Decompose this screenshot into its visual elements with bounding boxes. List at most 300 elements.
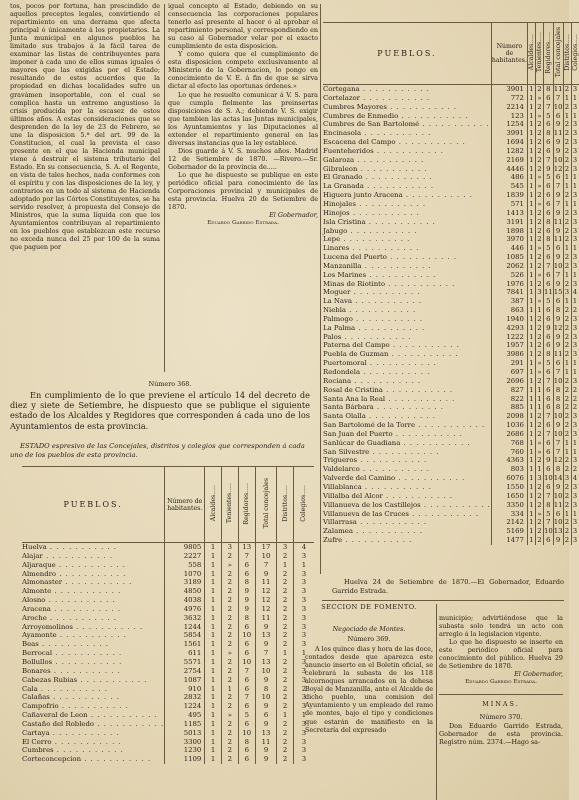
minas-rule (439, 694, 563, 695)
tenientes-cell: » (537, 173, 542, 182)
colegios-cell: 2 (572, 394, 578, 403)
pueblo-name: Cortelazor . . . . . . . . . . . (323, 93, 431, 102)
table-row (323, 120, 579, 129)
tenientes-cell: » (537, 368, 542, 376)
total-cell: 9 (553, 147, 563, 156)
tenientes-cell: 2 (221, 755, 238, 764)
regidores-cell: 6 (543, 465, 553, 474)
alcaldes-cell: 1 (205, 605, 222, 614)
pueblo-name: Lucena del Puerto . . . . . . . . . . . (323, 253, 458, 262)
table-row (323, 288, 579, 297)
total-cell: 9 (553, 209, 563, 218)
regidores-cell: 6 (238, 561, 255, 570)
colegios-cell: 3 (572, 518, 578, 527)
pueblo-label: Campofrio (22, 702, 59, 711)
tenientes-cell: 1 (537, 403, 542, 412)
regidores-cell: 9 (543, 165, 553, 174)
pueblo-label: Cumbres (22, 746, 54, 755)
regidores-cell: 8 (238, 578, 255, 587)
pueblo-name: Cortegana . . . . . . . . . . . (323, 85, 430, 93)
alcaldes-cell: 1 (529, 164, 534, 173)
alcaldes-cell: 1 (529, 474, 534, 483)
tenientes-cell: » (537, 111, 542, 120)
distritos-cell: 2 (277, 552, 294, 561)
pueblo-name: Calañas . . . . . . . . . . . (22, 693, 120, 702)
pueblo-name: Puebla de Guzman . . . . . . . . . . . (323, 350, 459, 359)
regidores-cell: 6 (543, 253, 553, 262)
colegios-cell: 3 (572, 235, 578, 244)
total-cell: 10 (553, 491, 563, 500)
table-row (323, 191, 579, 200)
pueblo-label: Palos (323, 332, 342, 341)
regidores-cell: 6 (543, 94, 553, 103)
habitantes-cell: 4976 (165, 605, 205, 614)
table-row (323, 492, 579, 501)
alcaldes-cell: 1 (205, 658, 222, 667)
decree-text (10, 390, 310, 431)
pueblo-name: Cartaya . . . . . . . . . . . (22, 728, 120, 737)
pueblo-name: Valverde del Camino . . . . . . . . . . . (323, 474, 466, 483)
colegios-cell: 3 (293, 693, 314, 702)
pueblo-name: Linares . . . . . . . . . . . (323, 244, 420, 253)
habitantes-cell: 2227 (165, 552, 205, 561)
column-divider (436, 604, 437, 800)
table-row (323, 218, 579, 227)
alcaldes-cell: 1 (529, 208, 534, 217)
distritos-cell: 2 (277, 640, 294, 649)
pueblo-label: Berrocal (22, 649, 53, 658)
total-cell: 9 (255, 623, 276, 632)
tenientes-cell: 2 (221, 693, 238, 702)
colegios-cell: 1 (572, 359, 578, 368)
signature-title: El Gobernador, (514, 670, 563, 679)
colegios-cell: 1 (572, 438, 578, 447)
header-habitantes: Número de habitantes. (165, 467, 205, 543)
habitantes-cell: 2754 (165, 667, 205, 676)
pueblo-label: Cañaveral de Leon (22, 711, 88, 720)
alcaldes-cell: 1 (205, 746, 222, 755)
table-row (22, 614, 314, 623)
pueblo-name: Niebla . . . . . . . . . . . (323, 306, 417, 315)
total-cell: 11 (553, 85, 563, 93)
pueblo-label: Beas (22, 640, 39, 649)
table-row (323, 156, 579, 165)
total-cell: 8 (553, 395, 563, 404)
pueblo-name: Paterna del Campo . . . . . . . . . . . (323, 341, 460, 350)
pueblo-label: Linares (323, 244, 350, 253)
habitantes-cell: 1477 (491, 536, 527, 545)
pueblo-label: La Palma (323, 323, 356, 332)
habitantes-cell: 558 (165, 561, 205, 570)
regidores-cell: 6 (543, 341, 553, 350)
distritos-cell: 2 (277, 596, 294, 605)
table-row (323, 85, 579, 94)
article-column-left (10, 2, 160, 251)
regidores-cell: 9 (238, 596, 255, 605)
habitantes-cell: 2832 (165, 693, 205, 702)
distritos-cell: 1 (564, 297, 570, 306)
regidores-cell: 11 (543, 288, 553, 297)
habitantes-cell: 2098 (491, 412, 527, 421)
alcaldes-cell: 1 (529, 368, 534, 376)
tenientes-cell: 2 (537, 412, 542, 421)
pueblo-label: Encinasola (323, 129, 362, 138)
tenientes-cell: 2 (221, 623, 238, 632)
tenientes-cell: 2 (221, 720, 238, 729)
table-row (323, 103, 579, 112)
pueblo-name: Palmogo . . . . . . . . . . . (323, 314, 424, 323)
table-row (22, 693, 314, 702)
regidores-cell: 6 (543, 439, 553, 448)
tenientes-cell: 2 (221, 614, 238, 623)
column-divider (320, 4, 321, 574)
article-text-left: tos, pocos por fortuna, han prescindido de aquellos preceptos legales, convirtiendo el repartimiento en una derrama que afecta principal ó únicamente á los propietarios. La Junta municipal en algunos pueblos ha limitado sus trabajos á la fácil tarea de examinar las listas de contribuyentes para imponer á cada uno de ellos sumas iguales ó mayores que las exigidas por el Estado; resultando de estos acuerdos que la propiedad en dichas localidades sufre un gravámen insoportable, con el cual se complica hasta un extremo angustioso la crisis producida por la escasez de estos últimos años. A estas consideraciones que se desprenden de la ley de 23 de Febrero, se une la disposicion 5.ª del art. 99 de la Constitucion, el cual la prevista el caso presente en el que la Hacienda municipal viene á destruir el sistema tributario del Estado. En su consecuencia, S. A. el Regente, en vista de tales hechos, nada conformes con el espíritu y con las disposiciones de la ley, y contrarios en un todo al sistema de Hacienda adoptado por las Córtes Constituyentes, se ha servido resolver, á propuesta del Consejo de Ministros, que la suma líquida con que los Ayuntamientos contribuyan al repartimiento en los pueblos que establezcan este recurso no exceda nunca del 25 por 100 de la suma que paguen por (10, 2, 160, 252)
distritos-cell: 3 (564, 288, 570, 297)
pueblo-label: Villanueva de los Castillejos (323, 500, 421, 509)
total-cell: 8 (553, 386, 563, 395)
table-row (323, 94, 579, 103)
tenientes-cell: 2 (221, 552, 238, 561)
colegios-cell: 1 (572, 111, 578, 120)
regidores-cell: 7 (543, 492, 553, 501)
regidores-cell: 10 (238, 729, 255, 738)
tenientes-cell: » (537, 244, 542, 253)
distritos-cell: 1 (564, 182, 570, 191)
table-body-right (323, 85, 579, 545)
regidores-cell: 6 (238, 755, 255, 764)
distritos-cell: 2 (277, 755, 294, 764)
tenientes-cell: 2 (537, 482, 542, 491)
pueblo-label: Villanueva de las Cruces (323, 509, 409, 518)
distritos-cell: 2 (564, 102, 570, 111)
distritos-cell: 2 (277, 578, 294, 587)
habitantes-cell: 2142 (491, 518, 527, 527)
alcaldes-cell: 1 (205, 685, 222, 694)
colegios-cell: 1 (572, 93, 578, 102)
tenientes-cell: » (221, 711, 238, 720)
alcaldes-cell: 1 (205, 543, 222, 552)
total-cell: 12 (255, 596, 276, 605)
table-row (323, 209, 579, 218)
distritos-cell: 2 (564, 120, 570, 129)
pueblo-label: Valdelarco (323, 465, 360, 474)
table-row (22, 755, 314, 764)
total-cell: 9 (553, 341, 563, 350)
colegios-cell: 3 (572, 138, 578, 147)
pueblo-name: Villablanca . . . . . . . . . . . (323, 482, 432, 491)
total-cell: 12 (553, 323, 563, 332)
pueblo-label: Escacena del Campo (323, 138, 396, 147)
alcaldes-cell: 1 (529, 120, 534, 129)
alcaldes-cell: 1 (205, 738, 222, 747)
pueblo-label: Sanlúcar de Guadiana (323, 438, 401, 447)
alcaldes-cell: 1 (205, 667, 222, 676)
total-cell: 7 (255, 649, 276, 658)
table-row (323, 182, 579, 191)
total-cell: 12 (553, 456, 563, 465)
total-cell: 17 (255, 543, 276, 552)
colegios-cell: 3 (572, 253, 578, 262)
colegios-cell: 3 (293, 729, 314, 738)
tenientes-cell: 2 (537, 164, 542, 173)
header-alcaldes: Alcaldes..... (527, 34, 535, 71)
pueblo-label: Cumbres de San Bartolomé (323, 120, 420, 129)
distritos-cell: 1 (564, 270, 570, 279)
alcaldes-cell: 1 (529, 350, 534, 359)
pueblo-name: Beas . . . . . . . . . . . (22, 640, 109, 649)
pueblo-name: Aljaraque . . . . . . . . . . . (22, 560, 126, 569)
section-title-minas: MINAS. (482, 700, 520, 709)
pueblo-name: Escacena del Campo . . . . . . . . . . . (323, 138, 466, 147)
pueblo-name: Zufre . . . . . . . . . . . (323, 536, 413, 545)
pueblo-label: Redondela (323, 368, 361, 376)
tenientes-cell: 2 (221, 658, 238, 667)
regidores-cell: 6 (543, 182, 553, 191)
habitantes-cell: 5169 (491, 527, 527, 536)
habitantes-cell: 5571 (165, 658, 205, 667)
habitantes-cell: 3991 (491, 129, 527, 138)
habitantes-cell: 1224 (165, 702, 205, 711)
decree-paragraph: En cumplimiento de lo que previene el artículo 14 del decreto de diez y siete de Setiembre, he dispuesto que se publique el siguiente estado de los Alcaldes y Regidores que corresponden á cada uno de los Ayuntamientos de esta provincia. (10, 390, 310, 431)
section-title-fomento: SECCION DE FOMENTO. (321, 603, 417, 611)
habitantes-cell: 1222 (491, 333, 527, 342)
tenientes-cell: » (537, 438, 542, 447)
total-cell: 8 (553, 306, 563, 315)
distritos-cell: 2 (564, 429, 570, 438)
total-cell: 9 (553, 421, 563, 430)
colegios-cell: 3 (572, 341, 578, 350)
pueblo-name: Villalba del Alcor . . . . . . . . . . . (323, 491, 454, 500)
pueblo-name: Almonte . . . . . . . . . . . (22, 587, 122, 596)
habitantes-cell: 3300 (165, 738, 205, 747)
total-cell: 6 (553, 510, 563, 519)
pueblo-name: Aroche . . . . . . . . . . . (22, 613, 117, 622)
table-row (323, 350, 579, 359)
pueblo-name: Bollullos . . . . . . . . . . . (22, 657, 123, 666)
colegios-cell: 3 (572, 226, 578, 235)
tenientes-cell: 2 (537, 500, 542, 509)
pueblo-label: La Nava (323, 297, 353, 306)
alcaldes-cell: 1 (529, 314, 534, 323)
colegios-cell: 3 (293, 640, 314, 649)
distritos-cell: 2 (564, 261, 570, 270)
total-cell: 6 (553, 173, 563, 182)
pueblo-label: Bonares (22, 666, 51, 675)
colegios-cell: 3 (572, 376, 578, 385)
table-row (323, 112, 579, 121)
habitantes-cell: 1561 (165, 640, 205, 649)
pueblo-label: Bollullos (22, 657, 53, 666)
pueblo-label: San Bartolomé de la Torre (323, 421, 416, 430)
header-habitantes: Número de habitantes. (491, 23, 527, 85)
table-row (22, 623, 314, 632)
pueblo-name: Trigueros . . . . . . . . . . . (323, 456, 428, 465)
regidores-cell: 6 (238, 649, 255, 658)
total-cell: 10 (553, 429, 563, 438)
pueblo-name: Moguer . . . . . . . . . . . (323, 288, 421, 297)
alcaldes-cell: 1 (529, 129, 534, 138)
regidores-cell: 6 (543, 138, 553, 147)
pueblo-label: La Granada (323, 182, 364, 191)
habitantes-cell: 1650 (491, 492, 527, 501)
tenientes-cell: 2 (537, 155, 542, 164)
pueblo-name: Manzanilla . . . . . . . . . . . (323, 261, 432, 270)
pueblo-name: San Bartolomé de la Torre . . . . . . . . . . . (323, 421, 486, 430)
pueblo-name: Villanueva de los Castillejos . . . . . . . . . . . (323, 500, 491, 509)
tenientes-cell: 2 (537, 456, 542, 465)
regidores-cell: 6 (543, 200, 553, 209)
alcaldes-cell: 1 (529, 536, 534, 545)
regidores-cell: 7 (543, 156, 553, 165)
colegios-cell: 3 (293, 755, 314, 764)
table-row (22, 685, 314, 694)
tenientes-cell: 2 (221, 746, 238, 755)
table-row (323, 235, 579, 244)
tenientes-cell: » (537, 509, 542, 518)
header-regidores: Regidores..... (243, 482, 251, 525)
tenientes-cell: 2 (221, 587, 238, 596)
signature-title: El Gobernador, (269, 211, 318, 220)
habitantes-cell: 4038 (165, 596, 205, 605)
pueblo-label: Almonaster (22, 578, 63, 587)
pueblo-label: Minas de Riotinto (323, 279, 386, 288)
habitantes-cell: 5013 (165, 729, 205, 738)
pueblo-label: San Silvestre (323, 447, 370, 456)
table-row (22, 676, 314, 685)
alcaldes-cell: 1 (529, 85, 534, 93)
pueblo-name: Gibraleon . . . . . . . . . . . (323, 164, 428, 173)
table-row (323, 527, 579, 536)
regidores-cell: 7 (543, 103, 553, 112)
habitantes-cell: 1070 (165, 570, 205, 579)
total-cell: 12 (553, 164, 563, 173)
header-alcaldes: Alcaldes..... (209, 485, 217, 522)
tenientes-cell: 2 (537, 217, 542, 226)
habitantes-cell: 803 (491, 465, 527, 474)
total-cell: 11 (553, 217, 563, 226)
tenientes-cell: » (537, 447, 542, 456)
habitantes-cell: 2062 (491, 262, 527, 271)
total-cell: 13 (255, 729, 276, 738)
table-row (22, 578, 314, 587)
distritos-cell: 2 (564, 350, 570, 359)
habitantes-cell: 1940 (491, 315, 527, 324)
distritos-cell: 2 (564, 217, 570, 226)
habitantes-cell: 1839 (491, 191, 527, 200)
colegios-cell: 4 (572, 474, 578, 483)
tenientes-cell: 1 (537, 385, 542, 394)
regidores-cell: 6 (543, 386, 553, 395)
habitantes-cell: 1085 (491, 253, 527, 262)
regidores-cell: 5 (543, 510, 553, 519)
pueblo-label: Alosno (22, 596, 46, 605)
total-cell: 7 (255, 561, 276, 570)
tenientes-cell: 1 (537, 465, 542, 474)
regidores-cell: 6 (543, 536, 553, 545)
pueblo-label: Castaño del Robledo (22, 719, 95, 728)
total-cell: 9 (553, 138, 563, 147)
tenientes-cell: » (221, 649, 238, 658)
total-cell: 13 (553, 527, 563, 536)
pueblo-label: Alajar (22, 551, 43, 560)
regidores-cell: 6 (543, 120, 553, 129)
tenientes-cell: 2 (537, 350, 542, 359)
distritos-cell: 2 (277, 746, 294, 755)
table-row (22, 561, 314, 570)
colegios-cell: 3 (572, 155, 578, 164)
colegios-cell: 3 (293, 552, 314, 561)
fomento-column-right (439, 614, 563, 746)
total-cell: 12 (255, 587, 276, 596)
alcaldes-cell: 1 (529, 288, 534, 297)
notice-number: Número 370. (479, 713, 523, 722)
pueblo-name: Castaño del Robledo . . . . . . . . . . . (22, 719, 165, 728)
habitantes-cell: 2169 (491, 156, 527, 165)
distritos-cell: 2 (277, 676, 294, 685)
alcaldes-cell: 1 (529, 111, 534, 120)
total-cell: 11 (553, 350, 563, 359)
pueblo-name: Berrocal . . . . . . . . . . . (22, 649, 123, 658)
table-row (323, 456, 579, 465)
regidores-cell: 6 (543, 315, 553, 324)
distritos-cell: 2 (277, 605, 294, 614)
pueblo-label: Arroyomolinos (22, 622, 73, 631)
colegios-cell: 2 (572, 385, 578, 394)
colegios-cell: 1 (572, 173, 578, 182)
habitantes-cell: 611 (165, 649, 205, 658)
regidores-cell: 6 (543, 227, 553, 236)
total-cell: 6 (255, 711, 276, 720)
colegios-cell: 3 (572, 332, 578, 341)
signature-name: Eduardo Garrido Estrada. (207, 220, 279, 227)
pueblo-label: Calañas (22, 693, 50, 702)
colegios-cell: 3 (572, 350, 578, 359)
table-row (323, 386, 579, 395)
pueblo-label: Rosal de Cristina (323, 385, 383, 394)
pueblo-label: Huelva (22, 543, 47, 551)
distritos-cell: 2 (564, 85, 570, 93)
pueblo-name: Rociana . . . . . . . . . . . (323, 376, 422, 385)
colegios-cell: 1 (293, 649, 314, 658)
alcaldes-cell: 1 (529, 429, 534, 438)
table-row (323, 271, 579, 280)
habitantes-cell: 545 (491, 182, 527, 191)
distritos-cell: 1 (277, 561, 294, 570)
pueblo-label: Manzanilla (323, 261, 362, 270)
distritos-cell: 2 (277, 667, 294, 676)
colegios-cell: 3 (293, 623, 314, 632)
pueblo-label: Fuenteheridos (323, 146, 374, 155)
distritos-cell: 2 (564, 527, 570, 536)
habitantes-cell: 6076 (491, 474, 527, 483)
tenientes-cell: 2 (221, 640, 238, 649)
article-paragraph: igual concepto al Estado, debiendo en su consecuencia las corporaciones populares tenerlo así presente al hacer ó al aprobar el repartimiento personal, y correspondiendo en su caso al Gobernador velar por el exacto cumplimiento de esta disposicion. (168, 2, 318, 51)
regidores-cell: 7 (238, 552, 255, 561)
alcaldes-cell: 1 (529, 403, 534, 412)
pueblo-label: Cabezas Rubias (22, 675, 78, 684)
total-cell: 9 (553, 315, 563, 324)
tenientes-cell: 2 (221, 676, 238, 685)
total-cell: 7 (553, 94, 563, 103)
distritos-cell: 2 (564, 332, 570, 341)
colegios-cell: 4 (293, 543, 314, 552)
regidores-cell: 7 (543, 430, 553, 439)
alcaldes-cell: 1 (529, 270, 534, 279)
total-cell: 9 (553, 536, 563, 545)
tenientes-cell: 2 (221, 667, 238, 676)
header-total: Total concejales (262, 478, 270, 529)
tenientes-cell: » (537, 270, 542, 279)
